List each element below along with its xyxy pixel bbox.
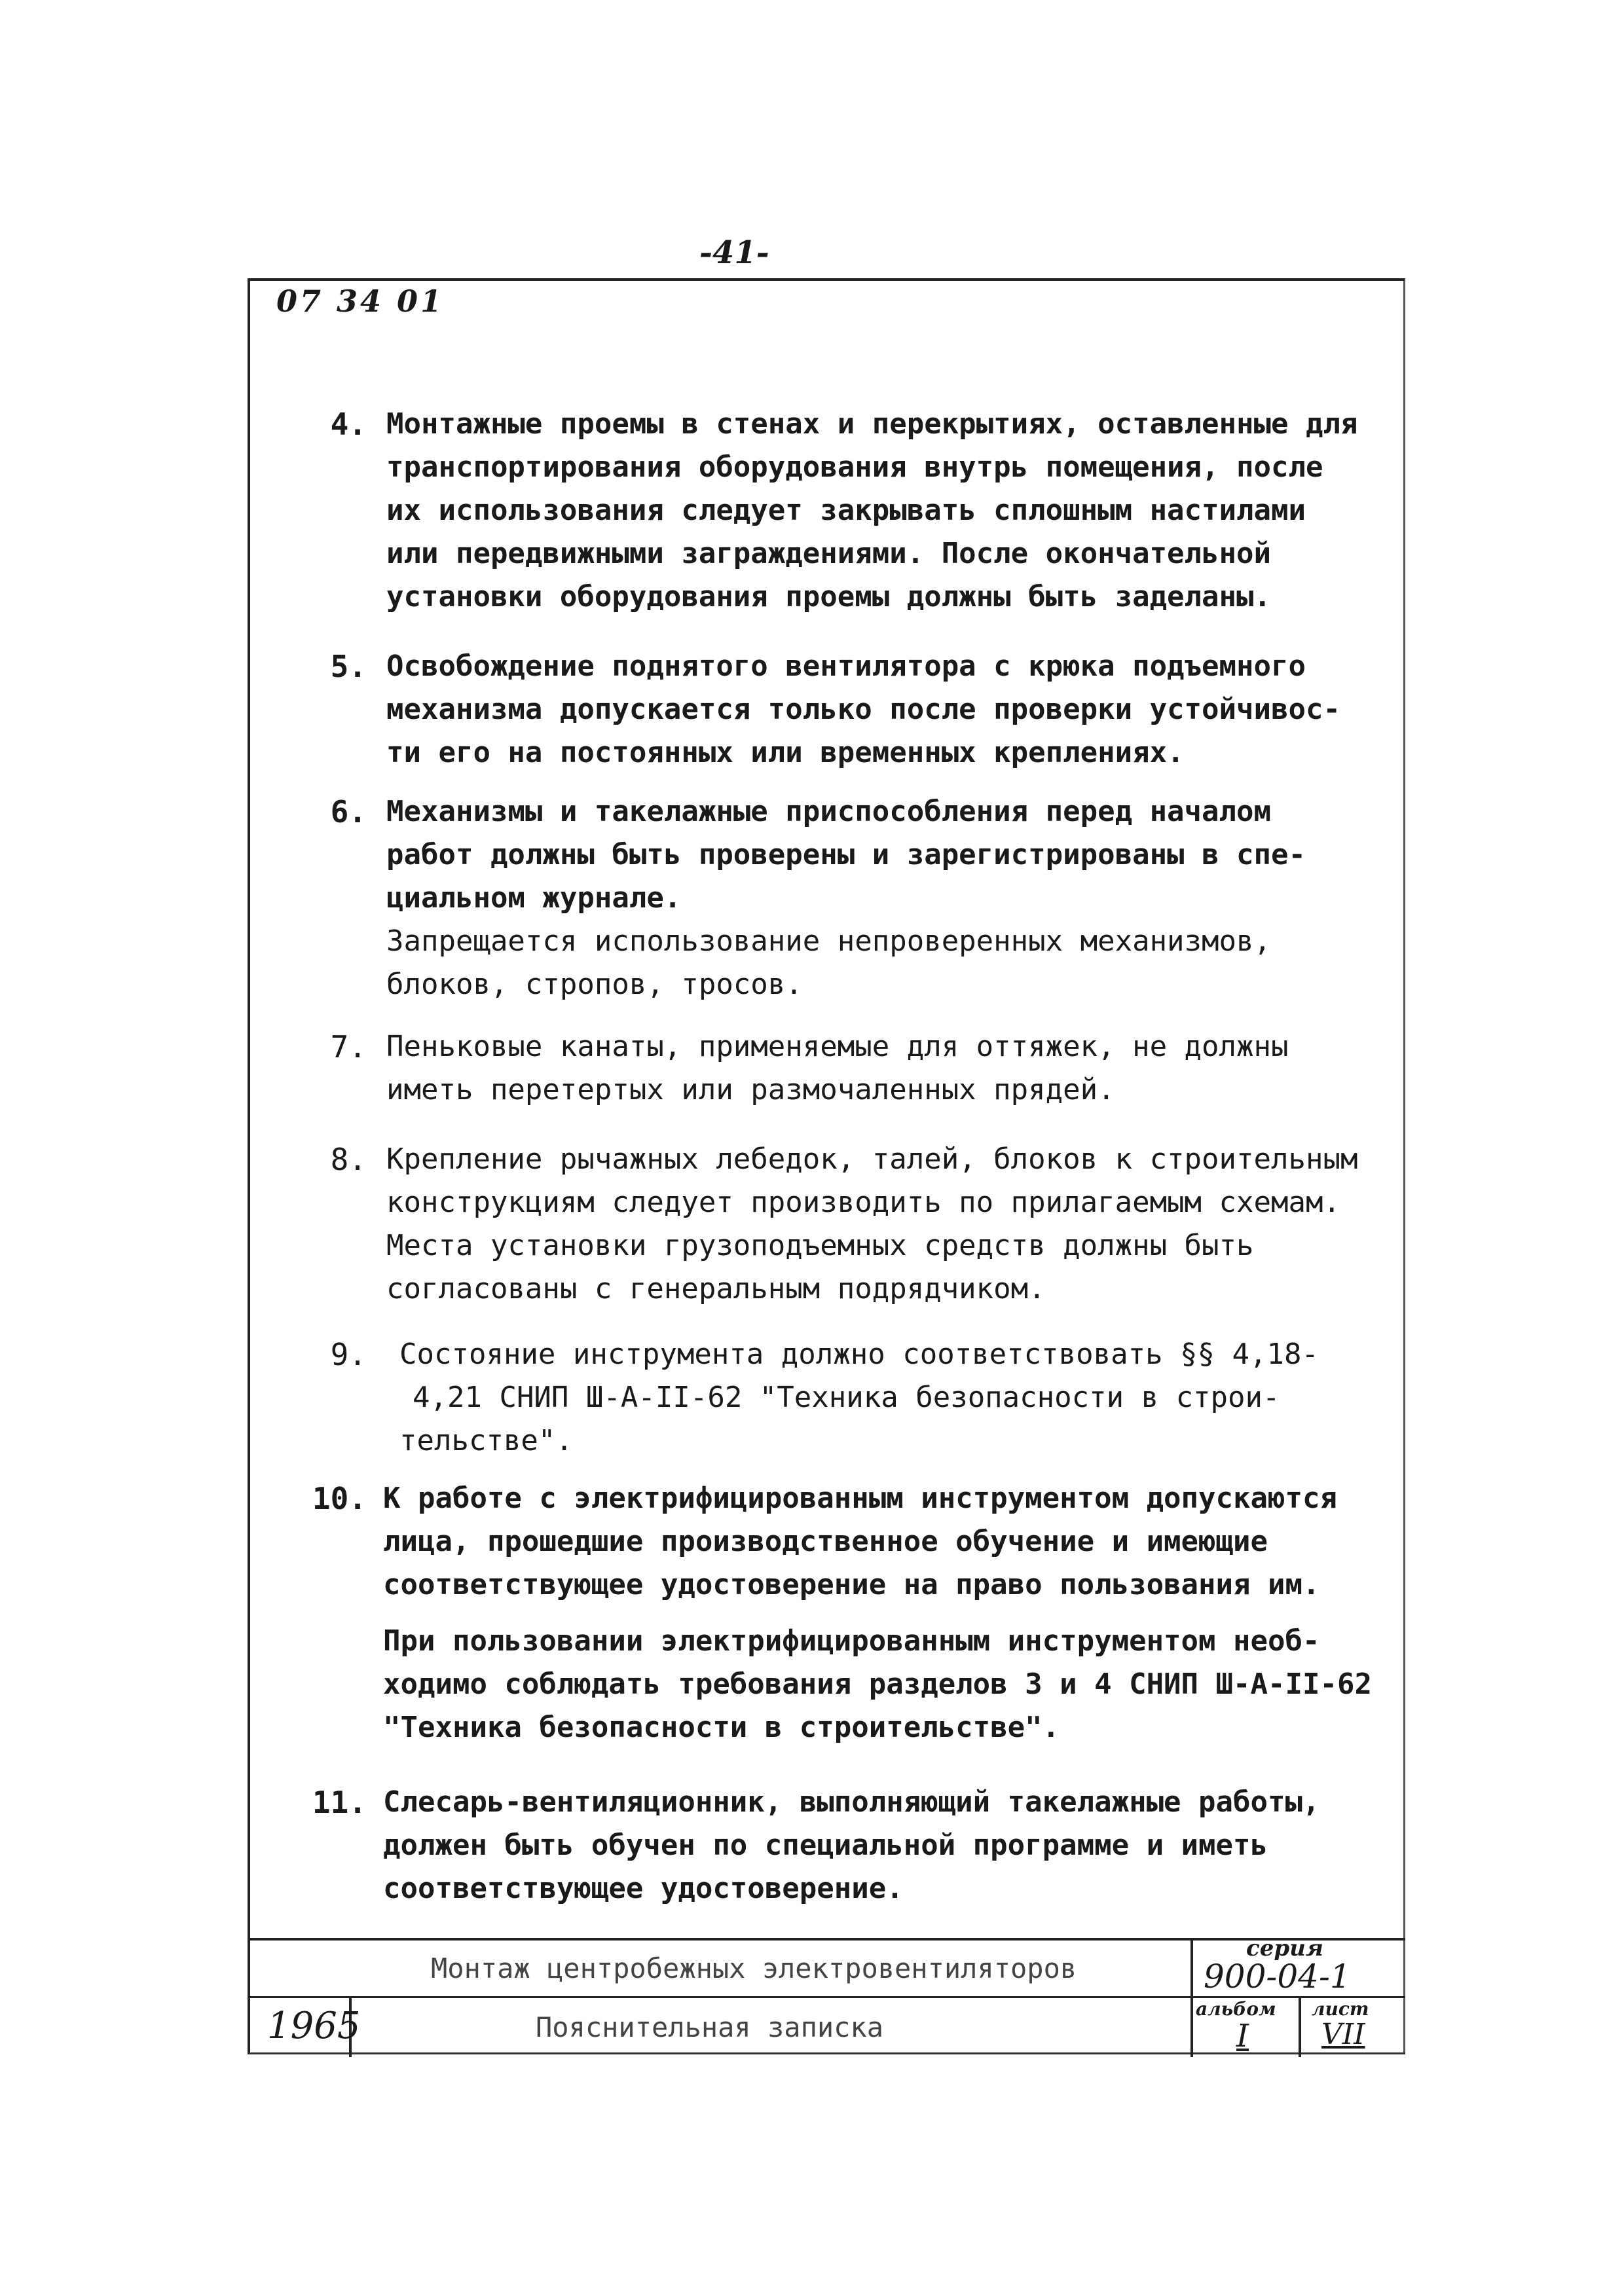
item-text: Освобождение поднятого вентилятора с крюка подъемного механизма допускается только после проверки устойчивос- ти его на постоянных или временных креплениях. [386,649,1340,769]
item-text: Состояние инструмента должно соответствовать §§ 4,18- 4,21 СНИП Ш-А-II-62 "Техника безопасности в строи- тельстве". [399,1338,1319,1457]
year: 1965 [267,2005,361,2047]
album-value: I [1236,2018,1249,2054]
item-text: Монтажные проемы в стенах и перекрытиях, оставленные для транспортирования оборудования внутрь помещения, после их использования следует закрывать сплошным настилами или передвижными заграждениями. После окончательной установки оборудования проемы должны быть заделаны. [386,407,1358,613]
sheet-label: лист [1312,1998,1369,2020]
title-block [248,1935,1405,2054]
series-value: 900-04-1 [1204,1958,1351,1995]
item-number: 11. [312,1785,367,1820]
item-number: 4. [330,407,367,442]
document-code: 07 34 01 [276,283,445,319]
item-number: 9. [330,1337,367,1372]
item-text: Крепление рычажных лебедок, талей, блоков к строительным конструкциям следует производить по прилагаемым схемам. Места установки грузоподъемных средств должны быть согласованы с генеральным подрядчиком. [386,1142,1358,1305]
item-text: К работе с электрифицированным инструментом допускаются лица, прошедшие производственное обучение и имеющие соответствующее удостоверение на право пользования им. При пользовании электрифицированным инструментом необ- ходимо соблюдать требования разделов 3 и 4 СНИП Ш-А-II-62 "Техника безопасности в строительстве". [383,1482,1372,1744]
document-title: Монтаж центробежных электровентиляторов [431,1952,1077,1984]
sheet-value: VII [1321,2018,1365,2051]
item-text: Слесарь-вентиляционник, выполняющий такелажные работы, должен быть обучен по специальной программе и иметь соответствующее удостоверение. [383,1785,1320,1905]
item-number: 10. [312,1481,367,1516]
title-block-divider [1299,1996,1301,2057]
album-label: альбом [1196,1998,1276,2020]
title-block-divider [1190,1941,1193,2057]
item-number: 5. [330,649,367,684]
item-text: Механизмы и такелажные приспособления перед началом работ должны быть проверены и зарегистрированы в спе- циальном журнале. Запрещается использование непроверенных механизмов, блоков, стропов, тросов. [386,795,1306,1001]
item-text: Пеньковые канаты, применяемые для оттяжек, не должны иметь перетертых или размочаленных прядей. [386,1030,1289,1106]
series-label: серия [1246,1935,1323,1961]
item-number: 8. [330,1142,367,1177]
item-number: 7. [330,1029,367,1065]
page-number: -41- [699,234,769,271]
item-number: 6. [330,794,367,829]
document-subtitle: Пояснительная записка [536,2011,884,2043]
